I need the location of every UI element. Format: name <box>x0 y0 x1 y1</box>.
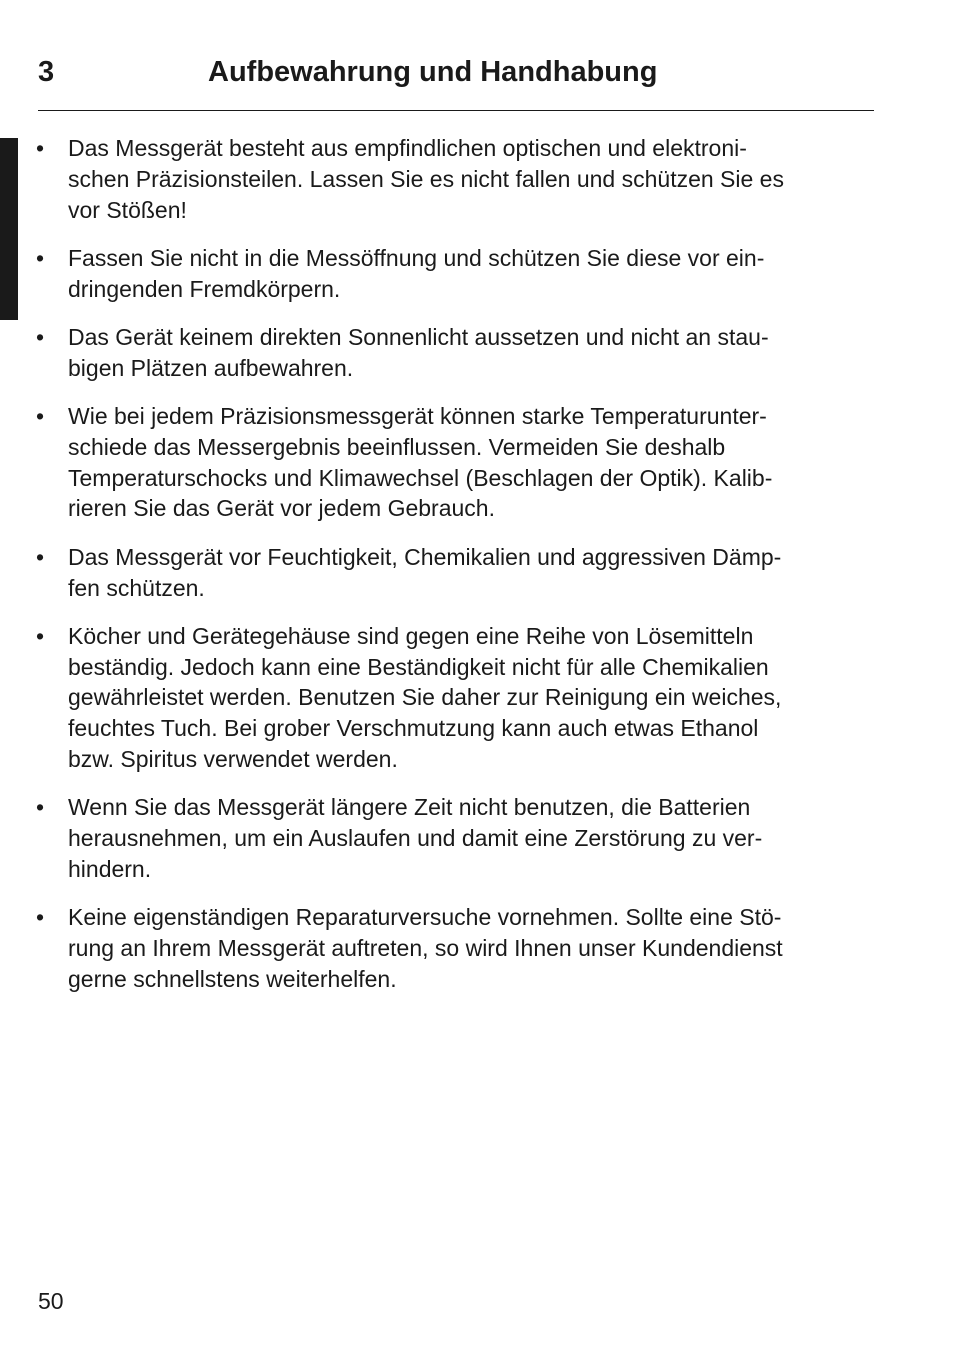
bullet-text-line: gewährleistet werden. Benutzen Sie daher zur Reinigung ein weiches, <box>68 684 782 711</box>
bullet-item <box>36 243 872 305</box>
bullet-item <box>36 621 872 775</box>
bullet-dot-icon: • <box>36 135 45 161</box>
bullet-text <box>68 902 872 994</box>
bullet-text-line: bzw. Spiritus verwendet werden. <box>68 746 398 773</box>
bullet-text-line: dringenden Fremdkörpern. <box>68 275 341 302</box>
bullet-text-line: Fassen Sie nicht in die Messöffnung und schützen Sie diese vor ein- <box>68 244 765 271</box>
bullet-text <box>68 792 872 884</box>
bullet-text <box>68 243 872 305</box>
bullet-text <box>68 322 872 384</box>
side-tab-marker <box>0 138 18 320</box>
bullet-dot-icon: • <box>36 904 45 931</box>
page-number: 50 <box>38 1288 64 1314</box>
bullet-dot-icon: • <box>36 543 45 570</box>
bullet-text-line: schen Präzisionsteilen. Lassen Sie es nicht fallen und schützen Sie es <box>68 165 784 192</box>
bullet-item <box>36 133 872 225</box>
bullet-text-line: fen schützen. <box>68 574 205 601</box>
bullet-text-line: Das Messgerät besteht aus empfindlichen optischen und elektroni- <box>68 135 747 161</box>
bullet-text-line: rung an Ihrem Messgerät auftreten, so wird Ihnen unser Kundendienst <box>68 935 783 962</box>
bullet-text-line: Das Gerät keinem direkten Sonnenlicht aussetzen und nicht an stau- <box>68 323 769 350</box>
bullet-text <box>68 401 872 524</box>
bullet-dot-icon: • <box>36 323 45 350</box>
bullet-text-line: bigen Plätzen aufbewahren. <box>68 354 354 381</box>
bullet-text <box>68 133 872 225</box>
bullet-text-line: beständig. Jedoch kann eine Beständigkeit nicht für alle Chemikalien <box>68 653 769 680</box>
bullet-text-line: Temperaturschocks und Klimawechsel (Beschlagen der Optik). Kalib- <box>68 464 773 491</box>
chapter-header <box>38 50 874 111</box>
bullet-text-line: Das Messgerät vor Feuchtigkeit, Chemikalien und aggressiven Dämp- <box>68 543 782 570</box>
bullet-item <box>36 902 872 994</box>
bullet-text-line: Wenn Sie das Messgerät längere Zeit nicht benutzen, die Batterien <box>68 794 751 821</box>
bullet-text-line: gerne schnellstens weiterhelfen. <box>68 965 397 992</box>
bullet-text-line: vor Stößen! <box>68 196 187 223</box>
bullet-list <box>36 133 872 1012</box>
bullet-dot-icon: • <box>36 403 45 430</box>
chapter-number: 3 <box>38 56 55 88</box>
bullet-item <box>36 542 872 604</box>
bullet-text <box>68 621 872 775</box>
chapter-title: Aufbewahrung und Handhabung <box>208 56 658 88</box>
bullet-dot-icon: • <box>36 244 45 271</box>
bullet-item <box>36 792 872 884</box>
bullet-text-line: Keine eigenständigen Reparaturversuche vornehmen. Sollte eine Stö- <box>68 904 782 931</box>
bullet-item <box>36 322 872 384</box>
bullet-text-line: herausnehmen, um ein Auslaufen und damit eine Zerstörung zu ver- <box>68 825 763 852</box>
bullet-text-line: rieren Sie das Gerät vor jedem Gebrauch. <box>68 495 495 522</box>
bullet-text-line: hindern. <box>68 855 152 882</box>
bullet-item <box>36 401 872 524</box>
bullet-text-line: feuchtes Tuch. Bei grober Verschmutzung kann auch etwas Ethanol <box>68 715 759 742</box>
bullet-text-line: Wie bei jedem Präzisionsmessgerät können starke Temperaturunter- <box>68 403 767 430</box>
bullet-text-line: Köcher und Gerätegehäuse sind gegen eine Reihe von Lösemitteln <box>68 622 754 649</box>
bullet-text-line: schiede das Messergebnis beeinflussen. Vermeiden Sie deshalb <box>68 433 726 460</box>
bullet-dot-icon: • <box>36 794 45 821</box>
bullet-dot-icon: • <box>36 622 45 649</box>
bullet-text <box>68 542 872 604</box>
